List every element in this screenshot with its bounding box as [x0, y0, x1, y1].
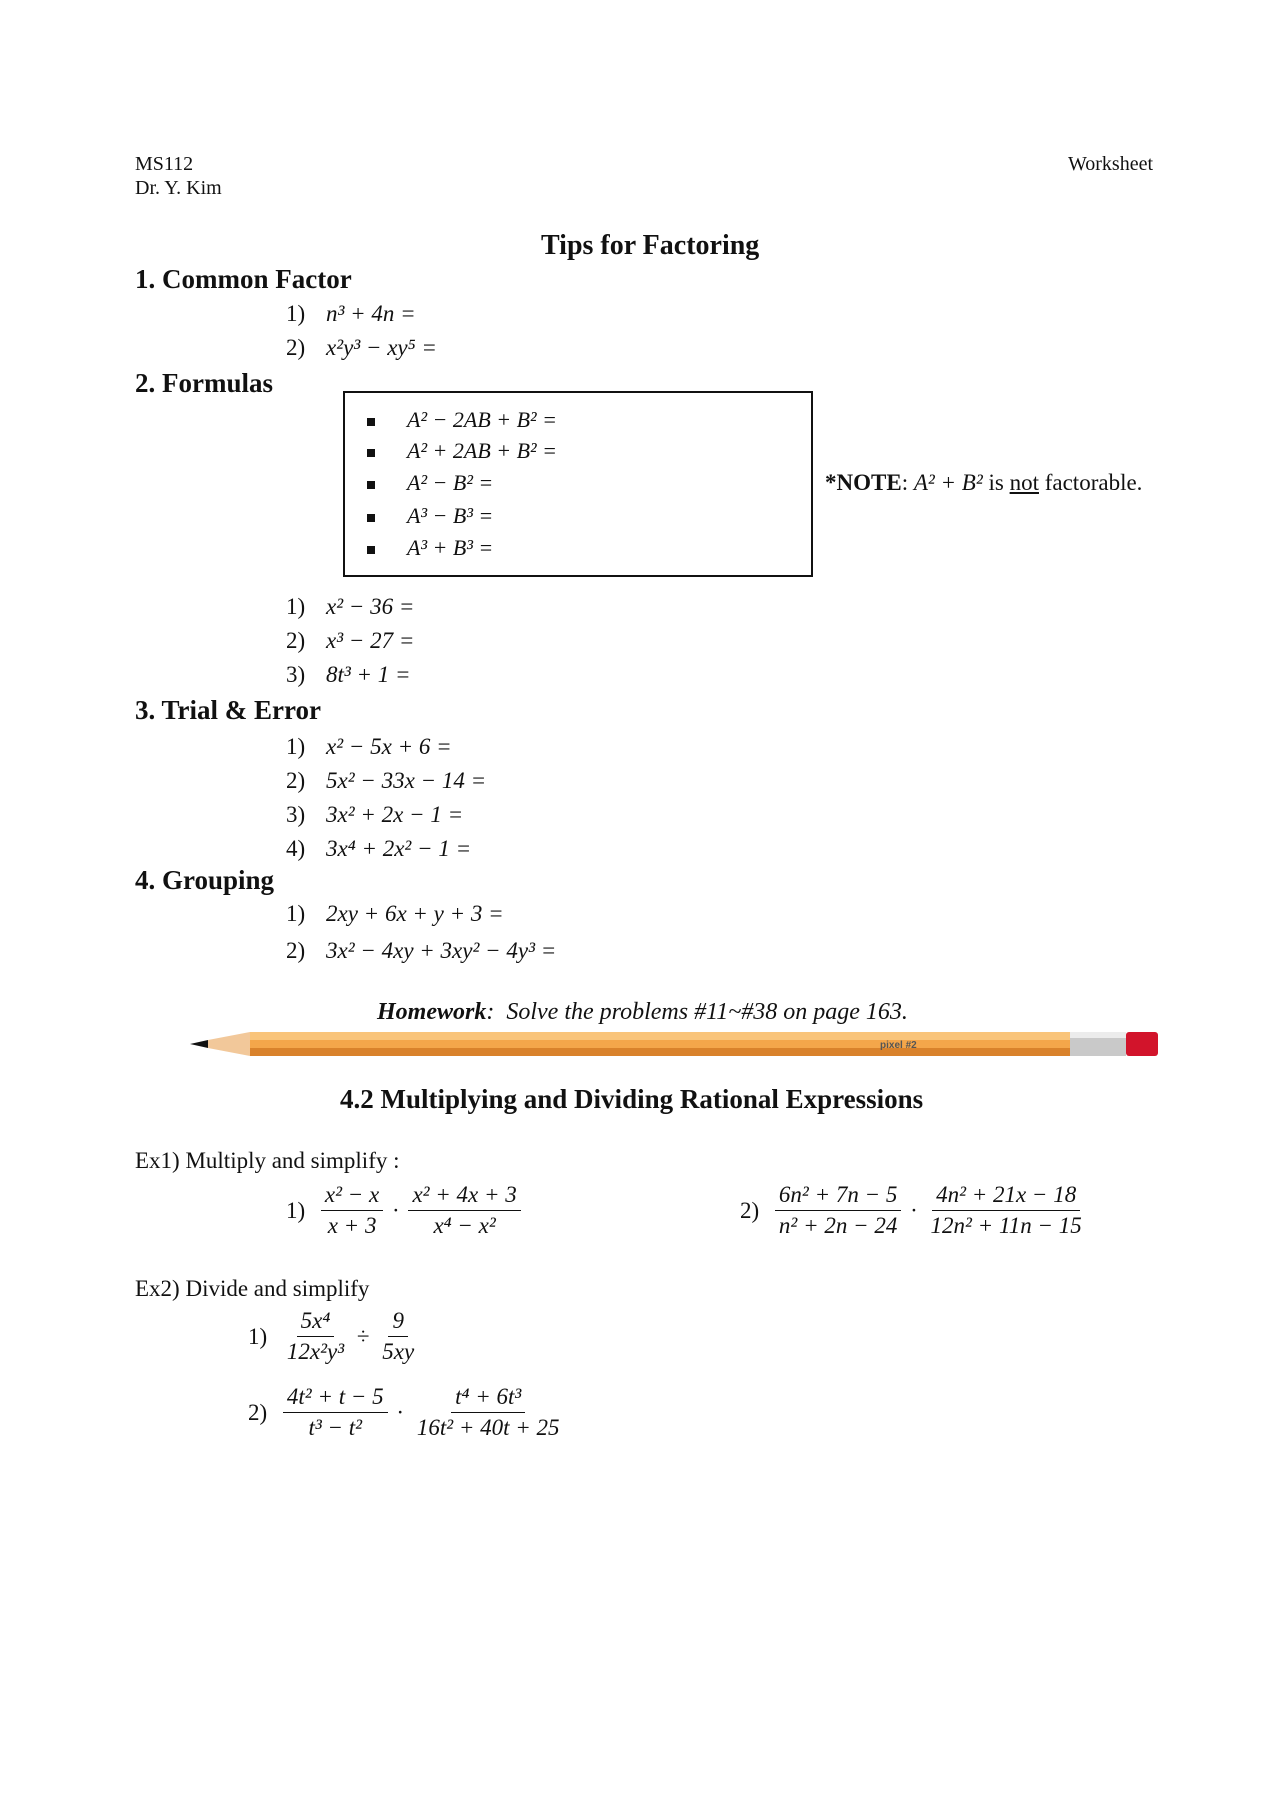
homework-label: Homework: [377, 999, 487, 1025]
pencil-tip: [190, 1040, 208, 1048]
numerator: 6n² + 7n − 5: [775, 1182, 901, 1211]
bullet-icon: [367, 418, 375, 426]
list-item: [286, 802, 463, 828]
fraction: [408, 1182, 520, 1239]
formula-item: [367, 503, 493, 529]
fraction: [775, 1182, 901, 1239]
denominator: x + 3: [327, 1213, 377, 1238]
item-number: 4): [286, 836, 306, 861]
list-item: [286, 734, 452, 760]
section-heading-trial-error: 3. Trial & Error: [135, 695, 321, 725]
fraction: [283, 1308, 348, 1365]
fraction: [927, 1182, 1086, 1239]
item-number: 2): [286, 938, 306, 963]
numerator: 5x⁴: [297, 1308, 335, 1337]
doc-type: Worksheet: [1068, 153, 1154, 175]
denominator: 12x²y³: [286, 1339, 345, 1364]
denominator: t³ − t²: [308, 1415, 363, 1440]
homework-text: Solve the problems #11~#38 on page 163.: [506, 999, 908, 1025]
pencil-label: pixel #2: [880, 1040, 917, 1051]
numerator: t⁴ + 6t³: [451, 1384, 525, 1413]
ex1-label: Ex1) Multiply and simplify :: [135, 1148, 400, 1173]
expression: 3x² − 4xy + 3xy² − 4y³ =: [326, 938, 557, 963]
item-number: 2): [248, 1399, 268, 1425]
denominator: 16t² + 40t + 25: [416, 1415, 560, 1440]
note-is: is: [988, 470, 1004, 495]
fraction: [321, 1182, 383, 1239]
list-item: [286, 335, 437, 361]
expression: x²y³ − xy⁵ =: [326, 335, 437, 360]
bullet-icon: [367, 514, 375, 522]
item-number: 2): [740, 1197, 760, 1223]
denominator: x⁴ − x²: [433, 1213, 496, 1238]
item-number: 1): [286, 301, 306, 326]
expression: x² − 5x + 6 =: [326, 734, 452, 759]
section-title-rational: 4.2 Multiplying and Dividing Rational Expressions: [340, 1084, 924, 1114]
list-item: [286, 901, 504, 927]
fraction: [283, 1384, 388, 1441]
note-label: *NOTE: [825, 470, 902, 495]
formula: A² − B² =: [407, 470, 494, 495]
list-item: [286, 836, 471, 862]
formula: A² − 2AB + B² =: [407, 407, 557, 432]
section-heading-common-factor: 1. Common Factor: [135, 264, 352, 294]
item-number: 3): [286, 662, 306, 687]
bullet-icon: [367, 546, 375, 554]
formula-item: [367, 438, 557, 464]
denominator: 12n² + 11n − 15: [930, 1213, 1082, 1238]
item-number: 1): [286, 901, 306, 926]
item-number: 1): [286, 734, 306, 759]
pencil-eraser: [1126, 1032, 1158, 1056]
homework-note: Homework: Solve the problems #11~#38 on page 163.: [377, 999, 908, 1025]
item-number: 1): [248, 1323, 268, 1349]
item-number: 3): [286, 802, 306, 827]
formula-item: [367, 407, 557, 433]
ex2-problem-2: [248, 1384, 564, 1441]
numerator: 4t² + t − 5: [283, 1384, 388, 1413]
fraction: [413, 1384, 564, 1441]
expression: x² − 36 =: [326, 594, 415, 619]
ex2-problem-1: [248, 1308, 418, 1365]
list-item: [286, 594, 414, 620]
note-expression: A² + B²: [913, 470, 983, 495]
fraction: [378, 1308, 418, 1365]
course-code: MS112: [135, 153, 194, 175]
operator: ·: [392, 1197, 400, 1223]
list-item: [286, 938, 556, 964]
note-suffix: factorable.: [1044, 470, 1143, 495]
item-number: 2): [286, 335, 306, 360]
item-number: 1): [286, 1197, 306, 1223]
numerator: x² + 4x + 3: [408, 1182, 520, 1211]
formula: A³ − B³ =: [407, 503, 494, 528]
operator: ÷: [356, 1323, 370, 1349]
section-heading-formulas: 2. Formulas: [135, 368, 273, 398]
formula-box: [343, 391, 813, 577]
formula-item: [367, 535, 493, 561]
expression: 5x² − 33x − 14 =: [326, 768, 487, 793]
page-title: Tips for Factoring: [541, 230, 760, 261]
numerator: 4n² + 21x − 18: [932, 1182, 1080, 1211]
operator: ·: [396, 1399, 405, 1425]
item-number: 2): [286, 768, 306, 793]
bullet-icon: [367, 449, 375, 457]
expression: 8t³ + 1 =: [326, 662, 411, 687]
list-item: [286, 301, 416, 327]
formula: A² + 2AB + B² =: [407, 438, 557, 463]
pencil-divider: [190, 1028, 1170, 1060]
expression: x³ − 27 =: [326, 628, 415, 653]
formula-item: [367, 470, 493, 496]
denominator: 5xy: [382, 1339, 415, 1364]
expression: n³ + 4n =: [326, 301, 416, 326]
list-item: [286, 662, 411, 688]
ex1-problem-1: [286, 1182, 521, 1239]
list-item: [286, 628, 414, 654]
pencil-wood: [208, 1032, 250, 1056]
operator: ·: [910, 1197, 918, 1223]
formula: A³ + B³ =: [407, 535, 494, 560]
numerator: 9: [388, 1308, 408, 1337]
expression: 2xy + 6x + y + 3 =: [326, 901, 504, 926]
item-number: 2): [286, 628, 306, 653]
expression: 3x² + 2x − 1 =: [326, 802, 464, 827]
item-number: 1): [286, 594, 306, 619]
bullet-icon: [367, 481, 375, 489]
numerator: x² − x: [321, 1182, 383, 1211]
list-item: [286, 768, 486, 794]
note-not: not: [1009, 470, 1039, 495]
instructor-name: Dr. Y. Kim: [135, 177, 222, 199]
section-heading-grouping: 4. Grouping: [135, 865, 275, 895]
expression: 3x⁴ + 2x² − 1 =: [326, 836, 472, 861]
denominator: n² + 2n − 24: [778, 1213, 898, 1238]
ex1-problem-2: [740, 1182, 1086, 1239]
factoring-note: *NOTE: A² + B² is not factorable.: [825, 470, 1143, 495]
ex2-label: Ex2) Divide and simplify: [135, 1276, 370, 1301]
